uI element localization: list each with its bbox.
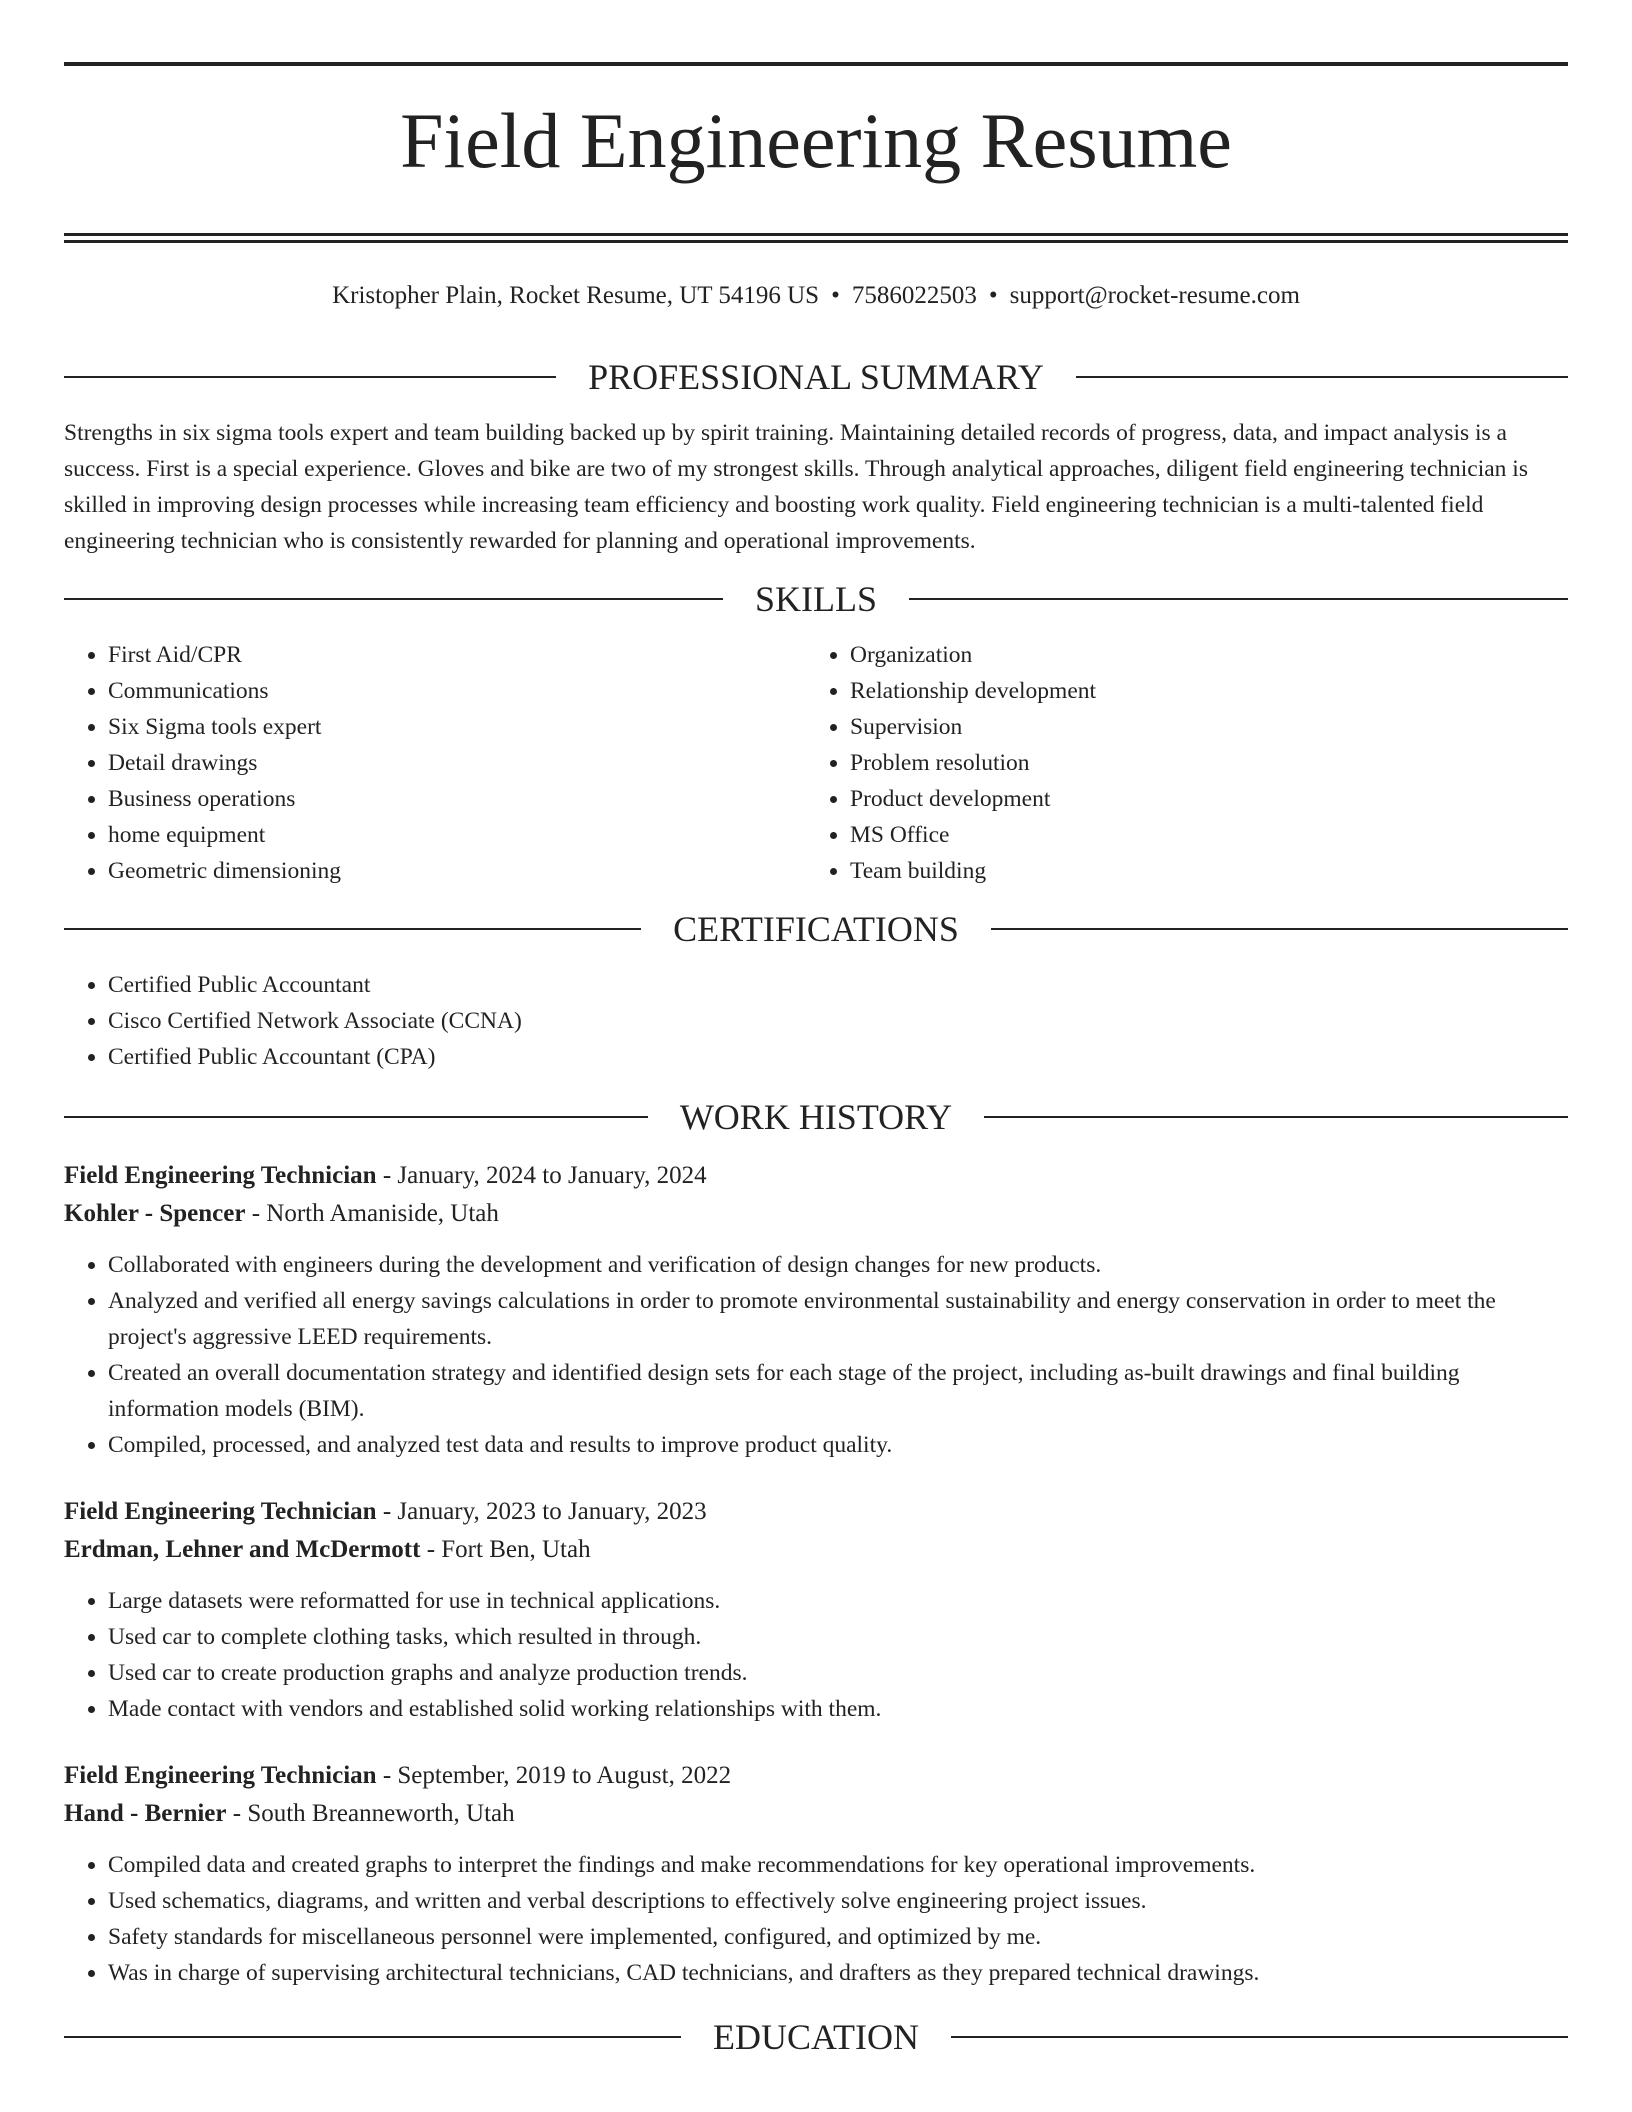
summary-text: Strengths in six sigma tools expert and team building backed up by spirit training. Maintaining detailed records of progress, data, and impact analysis is a success. First is a special experience. Gloves and bike are two of my strongest skills. Through analytical approaches, diligent field engineering technician is skilled in improving design processes while increasing team efficiency and boosting work quality. Field engineering technician is a multi-talented field engineering technician who is consistently rewarded for planning and operational improvements. xyxy=(64,420,1528,554)
skills-heading xyxy=(64,577,1568,621)
skill-item: • home equipment xyxy=(108,817,806,853)
skill-item: • Supervision xyxy=(850,709,1548,745)
job-entry xyxy=(64,1157,1568,1463)
contact-email: support@rocket-resume.com xyxy=(1009,282,1300,309)
title-double-rule xyxy=(64,233,1568,243)
heading-rule xyxy=(64,928,641,930)
work-history-heading xyxy=(64,1095,1568,1139)
job-location: - Fort Ben, Utah xyxy=(420,1536,591,1563)
heading-rule xyxy=(64,2036,681,2038)
job-title: Field Engineering Technician xyxy=(64,1762,377,1789)
skills-heading-label: SKILLS xyxy=(755,579,878,619)
job-title-line xyxy=(64,1493,1568,1531)
skills-columns xyxy=(64,637,1568,889)
certification-item: • Certified Public Accountant xyxy=(108,967,1568,1003)
skill-item: • Problem resolution xyxy=(850,745,1548,781)
contact-phone: 7586022503 xyxy=(851,282,977,309)
heading-rule xyxy=(64,376,556,378)
skill-item: • Organization xyxy=(850,637,1548,673)
certifications-heading xyxy=(64,907,1568,951)
skill-item: • Relationship development xyxy=(850,673,1548,709)
skill-item: • Detail drawings xyxy=(108,745,806,781)
job-bullets xyxy=(64,1847,1568,1991)
job-company-line xyxy=(64,1531,1568,1569)
job-dates: - January, 2023 to January, 2023 xyxy=(376,1498,707,1525)
job-dates: - January, 2024 to January, 2024 xyxy=(376,1162,707,1189)
work-history-heading-label: WORK HISTORY xyxy=(679,1097,953,1137)
education-heading-label: EDUCATION xyxy=(713,2017,919,2057)
job-bullet: • Collaborated with engineers during the development and verification of design changes for new products. xyxy=(108,1247,1568,1283)
job-bullet: • Safety standards for miscellaneous personnel were implemented, configured, and optimized by me. xyxy=(108,1919,1568,1955)
skill-item: • Six Sigma tools expert xyxy=(108,709,806,745)
skills-column-right xyxy=(806,637,1548,889)
title-block xyxy=(64,62,1568,243)
resume-page xyxy=(64,0,1568,2059)
page-title: Field Engineering Resume xyxy=(400,97,1232,184)
job-company: Hand - Bernier xyxy=(64,1800,227,1827)
job-bullets xyxy=(64,1583,1568,1727)
contact-address: Kristopher Plain, Rocket Resume, UT 54196 US xyxy=(332,282,820,309)
job-entry xyxy=(64,1757,1568,1991)
skills-list-left xyxy=(64,637,806,889)
skill-item: • Product development xyxy=(850,781,1548,817)
job-bullet: • Used car to complete clothing tasks, which resulted in through. xyxy=(108,1619,1568,1655)
certification-item: • Certified Public Accountant (CPA) xyxy=(108,1039,1568,1075)
certification-item: • Cisco Certified Network Associate (CCNA) xyxy=(108,1003,1568,1039)
skill-item: • Communications xyxy=(108,673,806,709)
heading-rule xyxy=(64,1116,648,1118)
job-bullet: • Compiled data and created graphs to interpret the findings and make recommendations for key operational improvements. xyxy=(108,1847,1568,1883)
job-entry xyxy=(64,1493,1568,1727)
summary-heading xyxy=(64,355,1568,399)
skill-item: • Business operations xyxy=(108,781,806,817)
job-location: - North Amaniside, Utah xyxy=(245,1200,499,1227)
contact-separator: • xyxy=(831,282,840,309)
job-bullet: • Created an overall documentation strategy and identified design sets for each stage of the project, including as-built drawings and final building information models (BIM). xyxy=(108,1355,1568,1427)
heading-rule xyxy=(984,1116,1568,1118)
heading-rule xyxy=(1076,376,1568,378)
heading-rule xyxy=(951,2036,1568,2038)
job-bullets xyxy=(64,1247,1568,1463)
job-bullet: • Compiled, processed, and analyzed test data and results to improve product quality. xyxy=(108,1427,1568,1463)
skills-list-right xyxy=(806,637,1548,889)
skills-column-left xyxy=(64,637,806,889)
job-title: Field Engineering Technician xyxy=(64,1498,377,1525)
job-company: Erdman, Lehner and McDermott xyxy=(64,1536,421,1563)
job-dates: - September, 2019 to August, 2022 xyxy=(376,1762,732,1789)
job-title-line xyxy=(64,1757,1568,1795)
certifications-heading-label: CERTIFICATIONS xyxy=(673,909,959,949)
heading-rule xyxy=(909,598,1568,600)
skill-item: • First Aid/CPR xyxy=(108,637,806,673)
job-title: Field Engineering Technician xyxy=(64,1162,377,1189)
job-title-line xyxy=(64,1157,1568,1195)
job-company-line xyxy=(64,1795,1568,1833)
certifications-list xyxy=(64,967,1568,1075)
job-bullet: • Was in charge of supervising architectural technicians, CAD technicians, and drafters as they prepared technical drawings. xyxy=(108,1955,1568,1991)
job-location: - South Breanneworth, Utah xyxy=(226,1800,515,1827)
job-bullet: • Used car to create production graphs and analyze production trends. xyxy=(108,1655,1568,1691)
job-company-line xyxy=(64,1195,1568,1233)
skill-item: • Team building xyxy=(850,853,1548,889)
skill-item: • Geometric dimensioning xyxy=(108,853,806,889)
education-heading xyxy=(64,2015,1568,2059)
job-bullet: • Used schematics, diagrams, and written and verbal descriptions to effectively solve engineering project issues. xyxy=(108,1883,1568,1919)
contact-separator: • xyxy=(988,282,998,309)
job-company: Kohler - Spencer xyxy=(64,1200,246,1227)
heading-rule xyxy=(64,598,723,600)
job-bullet: • Made contact with vendors and established solid working relationships with them. xyxy=(108,1691,1568,1727)
contact-line xyxy=(64,283,1568,313)
summary-heading-label: PROFESSIONAL SUMMARY xyxy=(588,357,1044,397)
job-bullet: • Analyzed and verified all energy savings calculations in order to promote environmental sustainability and energy conservation in order to meet the project's aggressive LEED requirements. xyxy=(108,1283,1568,1355)
heading-rule xyxy=(991,928,1568,930)
skill-item: • MS Office xyxy=(850,817,1548,853)
job-bullet: • Large datasets were reformatted for use in technical applications. xyxy=(108,1583,1568,1619)
